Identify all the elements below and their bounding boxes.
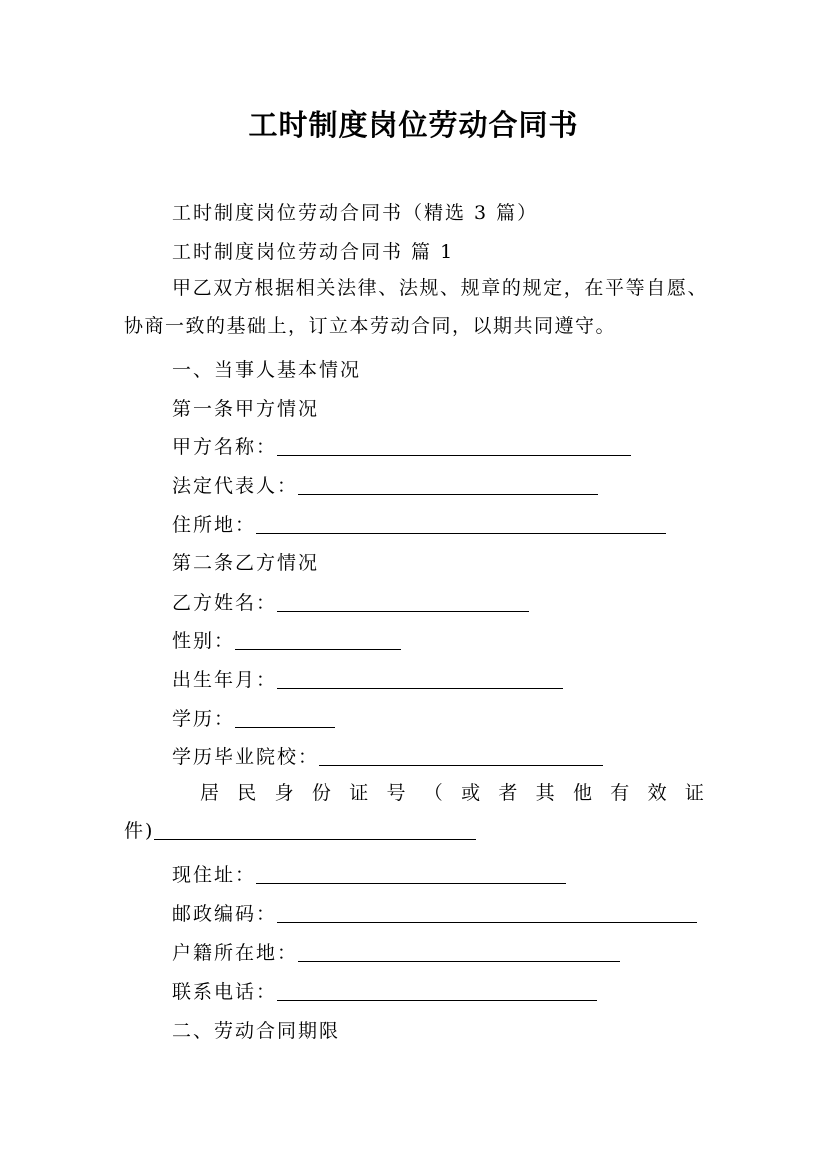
party-b-id-blank[interactable] (154, 821, 476, 840)
party-a-name-label: 甲方名称： (172, 436, 278, 458)
document-title: 工时制度岗位劳动合同书 (248, 108, 579, 142)
party-b-birth-blank[interactable] (277, 670, 563, 689)
party-a-rep-label: 法定代表人： (172, 475, 299, 497)
id-label-char: 居 (200, 782, 220, 804)
party-b-phone-blank[interactable] (277, 982, 597, 1001)
id-label-tail: 件) (124, 820, 155, 842)
id-label-char: （ (423, 782, 443, 804)
id-label-char: 有 (610, 782, 630, 804)
id-label-char: 他 (572, 782, 592, 804)
id-label-char: 号 (386, 782, 406, 804)
party-b-education-label: 学历： (172, 708, 236, 730)
id-label-char: 或 (461, 782, 481, 804)
party-b-birth-label: 出生年月： (172, 669, 278, 691)
party-b-postcode-row (172, 899, 697, 926)
party-a-rep-blank[interactable] (298, 476, 598, 495)
party-b-name-blank[interactable] (277, 593, 529, 612)
party-b-id-label-spread (124, 774, 708, 812)
party-b-education-row (172, 704, 335, 731)
party-b-current-address-row (172, 860, 566, 887)
article-2-heading: 第二条乙方情况 (172, 552, 320, 574)
party-b-education-blank[interactable] (235, 709, 335, 728)
party-b-school-label: 学历毕业院校： (172, 746, 320, 768)
party-a-address-blank[interactable] (256, 515, 666, 534)
party-b-household-blank[interactable] (298, 943, 620, 962)
section-heading-1: 一、当事人基本情况 (172, 359, 362, 381)
section-heading-2: 二、劳动合同期限 (172, 1020, 341, 1042)
party-b-school-blank[interactable] (319, 747, 603, 766)
party-b-postcode-blank[interactable] (277, 904, 697, 923)
party-b-id-row-continued (124, 812, 708, 850)
party-b-phone-label: 联系电话： (172, 981, 278, 1003)
article-1-heading: 第一条甲方情况 (172, 398, 320, 420)
party-b-id-row (124, 774, 708, 850)
id-label-char: 份 (311, 782, 331, 804)
party-b-current-address-blank[interactable] (256, 865, 566, 884)
id-label-char: 其 (535, 782, 555, 804)
id-label-char: 证 (684, 782, 704, 804)
party-b-postcode-label: 邮政编码： (172, 903, 278, 925)
party-b-household-label: 户籍所在地： (172, 942, 299, 964)
party-b-phone-row (172, 977, 597, 1004)
party-a-name-row (172, 432, 631, 459)
party-a-address-label: 住所地： (172, 514, 257, 536)
party-b-name-row (172, 588, 529, 615)
party-b-household-row (172, 938, 620, 965)
party-b-gender-row (172, 626, 401, 653)
party-b-school-row (172, 742, 603, 769)
id-label-char: 效 (647, 782, 667, 804)
id-label-char: 身 (274, 782, 294, 804)
intro-paragraph: 甲乙双方根据相关法律、法规、规章的规定，在平等自愿、协商一致的基础上，订立本劳动合同，以期共同遵守。 (124, 277, 708, 337)
id-label-char: 者 (498, 782, 518, 804)
party-b-birth-row (172, 665, 563, 692)
party-b-current-address-label: 现住址： (172, 864, 257, 886)
party-b-gender-label: 性别： (172, 630, 236, 652)
party-a-name-blank[interactable] (277, 437, 631, 456)
chapter-heading: 工时制度岗位劳动合同书 篇 1 (172, 241, 455, 263)
party-a-rep-row (172, 471, 598, 498)
party-b-name-label: 乙方姓名： (172, 592, 278, 614)
party-b-gender-blank[interactable] (235, 631, 401, 650)
id-label-char: 证 (349, 782, 369, 804)
party-a-address-row (172, 510, 666, 537)
id-label-char: 民 (237, 782, 257, 804)
document-subtitle: 工时制度岗位劳动合同书（精选 3 篇） (172, 202, 539, 224)
